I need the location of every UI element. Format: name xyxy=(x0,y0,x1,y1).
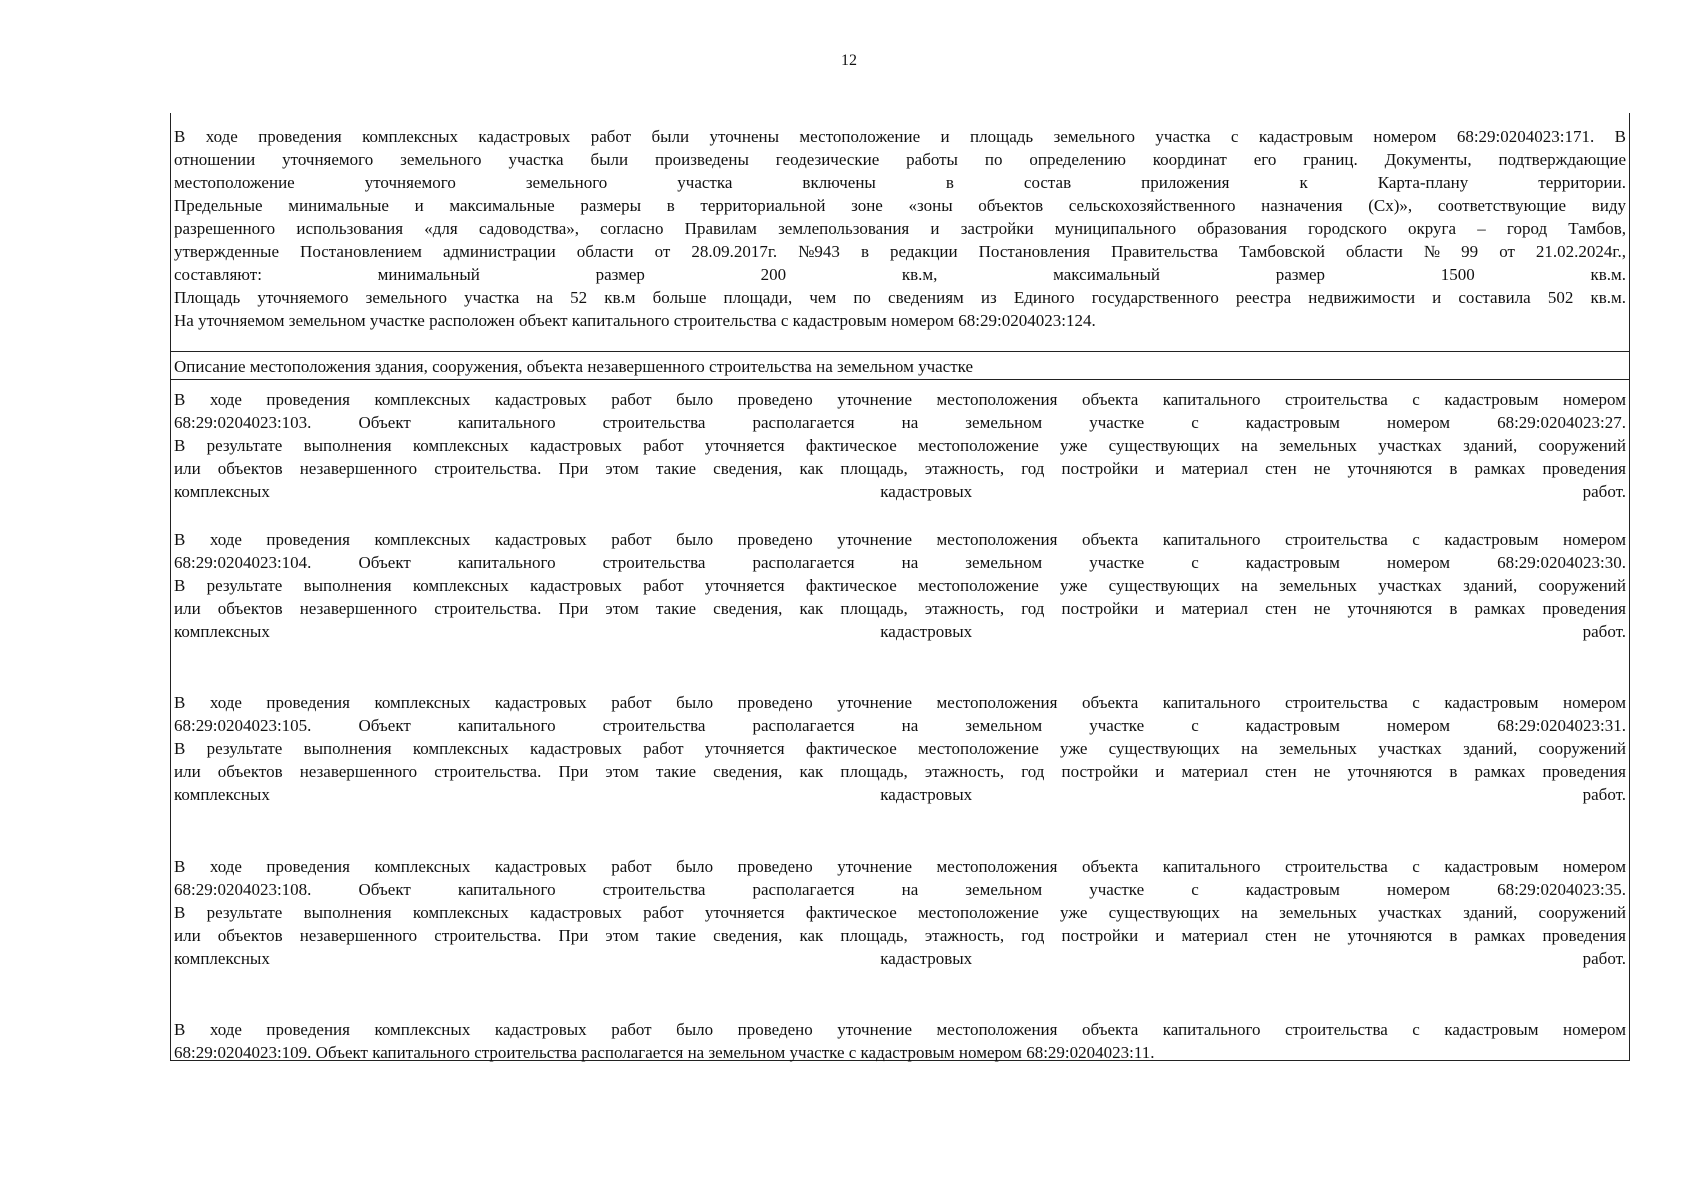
object-line: В ходе проведения комплексных кадастровых работ было проведено уточнение местоположения объекта капитального строительства с кадастровым номером xyxy=(174,530,1626,549)
section-heading xyxy=(174,355,1626,378)
section-heading-text: Описание местоположения здания, сооружения, объекта незавершенного строительства на земельном участке xyxy=(174,357,974,376)
intro-line: местоположение уточняемого земельного участка включены в состав приложения к Карта-плану территории. xyxy=(174,173,1626,192)
object-paragraph xyxy=(174,1018,1626,1064)
intro-line: составляют: минимальный размер 200 кв.м, максимальный размер 1500 кв.м. xyxy=(174,265,1626,284)
object-line: 68:29:0204023:108. Объект капитального строительства располагается на земельном участке с кадастровым номером 68:29:0204023:35. xyxy=(174,880,1626,899)
object-paragraph xyxy=(174,855,1626,970)
object-paragraph xyxy=(174,388,1626,503)
row-divider xyxy=(171,379,1629,380)
object-paragraph xyxy=(174,691,1626,806)
intro-line: Предельные минимальные и максимальные размеры в территориальной зоне «зоны объектов сельскохозяйственного назначения (Сх)», соответствующие виду xyxy=(174,196,1626,215)
object-line: или объектов незавершенного строительства. При этом такие сведения, как площадь, этажность, год постройки и материал стен не уточняются в рамках проведения xyxy=(174,599,1626,618)
intro-line: отношении уточняемого земельного участка были произведены геодезические работы по определению координат его границ. Документы, подтверждающие xyxy=(174,150,1626,169)
object-line: В результате выполнения комплексных кадастровых работ уточняется фактическое местоположение уже существующих на земельных участках зданий, сооружений xyxy=(174,436,1626,455)
object-line: В ходе проведения комплексных кадастровых работ было проведено уточнение местоположения объекта капитального строительства с кадастровым номером xyxy=(174,857,1626,876)
object-paragraph xyxy=(174,528,1626,643)
object-line: комплексных кадастровых работ. xyxy=(174,785,1626,804)
object-line: или объектов незавершенного строительства. При этом такие сведения, как площадь, этажность, год постройки и материал стен не уточняются в рамках проведения xyxy=(174,926,1626,945)
document-table xyxy=(170,113,1630,1061)
intro-line: утвержденные Постановлением администрации области от 28.09.2017г. №943 в редакции Постановления Правительства Тамбовской области № 99 от 21.02.2024г., xyxy=(174,242,1626,261)
object-line: 68:29:0204023:105. Объект капитального строительства располагается на земельном участке с кадастровым номером 68:29:0204023:31. xyxy=(174,716,1626,735)
object-line: 68:29:0204023:109. Объект капитального строительства располагается на земельном участке с кадастровым номером 68:29:0204023:11. xyxy=(174,1043,1155,1062)
page-number: 12 xyxy=(841,52,857,69)
object-line: В ходе проведения комплексных кадастровых работ было проведено уточнение местоположения объекта капитального строительства с кадастровым номером xyxy=(174,390,1626,409)
intro-paragraph xyxy=(174,125,1626,332)
object-line: комплексных кадастровых работ. xyxy=(174,622,1626,641)
object-line: В ходе проведения комплексных кадастровых работ было проведено уточнение местоположения объекта капитального строительства с кадастровым номером xyxy=(174,1020,1626,1039)
object-line: В результате выполнения комплексных кадастровых работ уточняется фактическое местоположение уже существующих на земельных участках зданий, сооружений xyxy=(174,576,1626,595)
intro-line: Площадь уточняемого земельного участка на 52 кв.м больше площади, чем по сведениям из Единого государственного реестра недвижимости и составила 502 кв.м. xyxy=(174,288,1626,307)
object-line: В результате выполнения комплексных кадастровых работ уточняется фактическое местоположение уже существующих на земельных участках зданий, сооружений xyxy=(174,903,1626,922)
object-line: В ходе проведения комплексных кадастровых работ было проведено уточнение местоположения объекта капитального строительства с кадастровым номером xyxy=(174,693,1626,712)
object-line: В результате выполнения комплексных кадастровых работ уточняется фактическое местоположение уже существующих на земельных участках зданий, сооружений xyxy=(174,739,1626,758)
row-divider xyxy=(171,351,1629,352)
object-line: 68:29:0204023:103. Объект капитального строительства располагается на земельном участке с кадастровым номером 68:29:0204023:27. xyxy=(174,413,1626,432)
object-line: или объектов незавершенного строительства. При этом такие сведения, как площадь, этажность, год постройки и материал стен не уточняются в рамках проведения xyxy=(174,459,1626,478)
intro-line: На уточняемом земельном участке расположен объект капитального строительства с кадастровым номером 68:29:0204023:124. xyxy=(174,311,1096,330)
object-line: комплексных кадастровых работ. xyxy=(174,949,1626,968)
object-line: комплексных кадастровых работ. xyxy=(174,482,1626,501)
object-line: или объектов незавершенного строительства. При этом такие сведения, как площадь, этажность, год постройки и материал стен не уточняются в рамках проведения xyxy=(174,762,1626,781)
intro-line: разрешенного использования «для садоводства», согласно Правилам землепользования и застройки муниципального образования городского округа – город Тамбов, xyxy=(174,219,1626,238)
object-line: 68:29:0204023:104. Объект капитального строительства располагается на земельном участке с кадастровым номером 68:29:0204023:30. xyxy=(174,553,1626,572)
intro-line: В ходе проведения комплексных кадастровых работ были уточнены местоположение и площадь земельного участка с кадастровым номером 68:29:0204023:171. В xyxy=(174,127,1626,146)
